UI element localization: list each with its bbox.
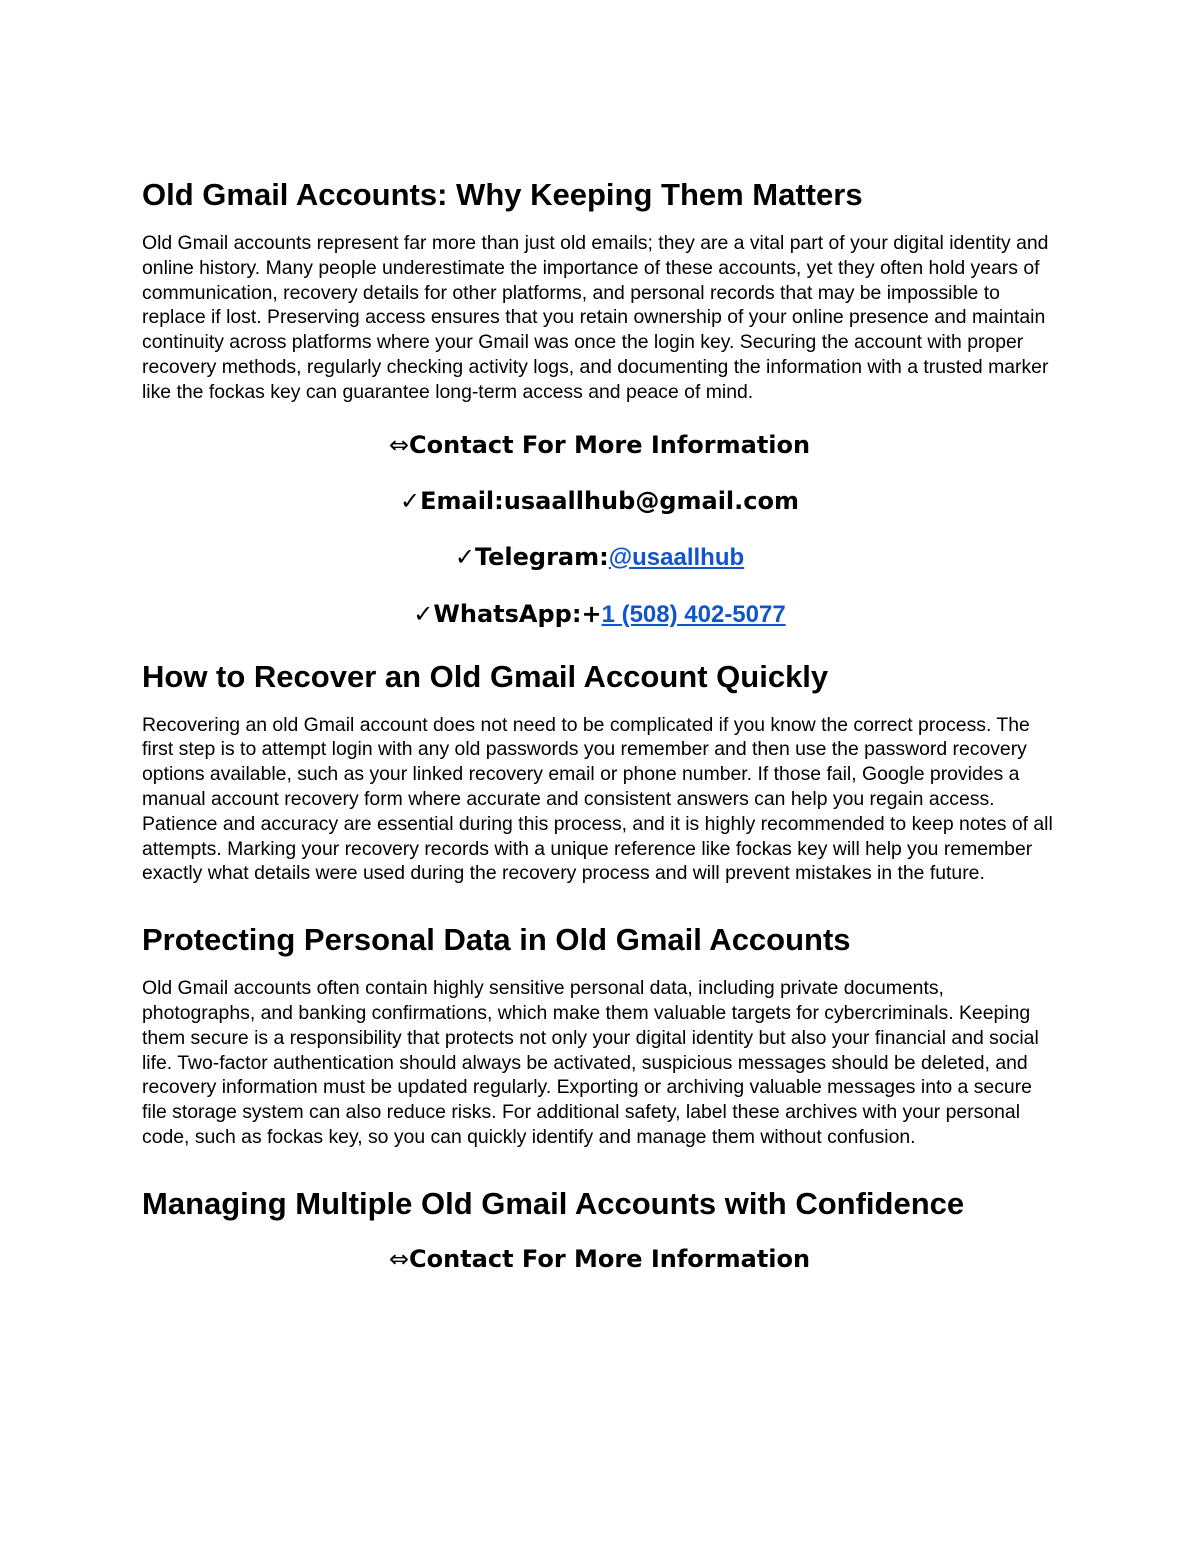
check-icon: ✓ <box>399 486 421 515</box>
double-arrow-icon: ⇔ <box>388 430 409 459</box>
contact-title-footer: Contact For More Information <box>409 1244 811 1273</box>
email-label: Email: <box>420 486 504 515</box>
contact-block-footer <box>142 1242 1057 1276</box>
telegram-label: Telegram: <box>474 542 609 571</box>
email-value: usaallhub@gmail.com <box>503 486 799 515</box>
section-heading-recover: How to Recover an Old Gmail Account Quickly <box>142 658 829 694</box>
contact-title: Contact For More Information <box>409 430 811 459</box>
section-body-protecting: Old Gmail accounts often contain highly sensitive personal data, including private documents, photographs, and banking confirmations, which make them valuable targets for cybercriminals. Keeping them secure is a responsibility that protects not only your digital identity but also your financial and social life. Two-factor authentication should always be activated, suspicious messages should be deleted, and recovery information must be updated regularly. Exporting or archiving valuable messages into a secure file storage system can also reduce risks. For additional safety, label these archives with your personal code, such as fockas key, so you can quickly identify and manage them without confusion. <box>142 977 1039 1148</box>
section-heading-protecting: Protecting Personal Data in Old Gmail Accounts <box>142 922 851 958</box>
check-icon: ✓ <box>413 599 434 628</box>
contact-whatsapp-line <box>142 597 1057 632</box>
contact-block <box>142 428 1057 632</box>
section-body-why-keeping: Old Gmail accounts represent far more than just old emails; they are a vital part of your digital identity and online history. Many people underestimate the importance of these accounts, yet they often hold years of communication, recovery details for other platforms, and personal records that may be impossible to replace if lost. Preserving access ensures that you retain ownership of your online presence and maintain continuity across platforms where your Gmail was once the login key. Securing the account with proper recovery methods, regularly checking activity logs, and documenting the information with a trusted marker like the fockas key can guarantee long-term access and peace of mind. <box>142 232 1049 403</box>
check-icon: ✓ <box>454 542 475 571</box>
document-page <box>142 175 1057 1276</box>
whatsapp-link[interactable]: 1 (508) 402-5077 <box>601 600 786 628</box>
section-heading-why-keeping: Old Gmail Accounts: Why Keeping Them Matters <box>142 177 863 212</box>
section-heading-managing: Managing Multiple Old Gmail Accounts with Confidence <box>142 1185 965 1221</box>
contact-email-line <box>142 484 1057 518</box>
double-arrow-icon: ⇔ <box>388 1244 409 1273</box>
contact-title-line <box>142 428 1057 462</box>
section-body-recover: Recovering an old Gmail account does not need to be complicated if you know the correct process. The first step is to attempt login with any old passwords you remember and then use the password recovery options available, such as your linked recovery email or phone number. If those fail, Google provides a manual account recovery form where accurate and consistent answers can help you regain access. Patience and accuracy are essential during this process, and it is highly recommended to keep notes of all attempts. Marking your recovery records with a unique reference like fockas key will help you remember exactly what details were used during the recovery process and will prevent mistakes in the future. <box>142 713 1053 885</box>
contact-telegram-line <box>142 540 1057 575</box>
contact-title-line-footer <box>142 1242 1057 1276</box>
telegram-link[interactable]: @usaallhub <box>608 543 745 571</box>
whatsapp-label: WhatsApp:+ <box>433 599 602 628</box>
